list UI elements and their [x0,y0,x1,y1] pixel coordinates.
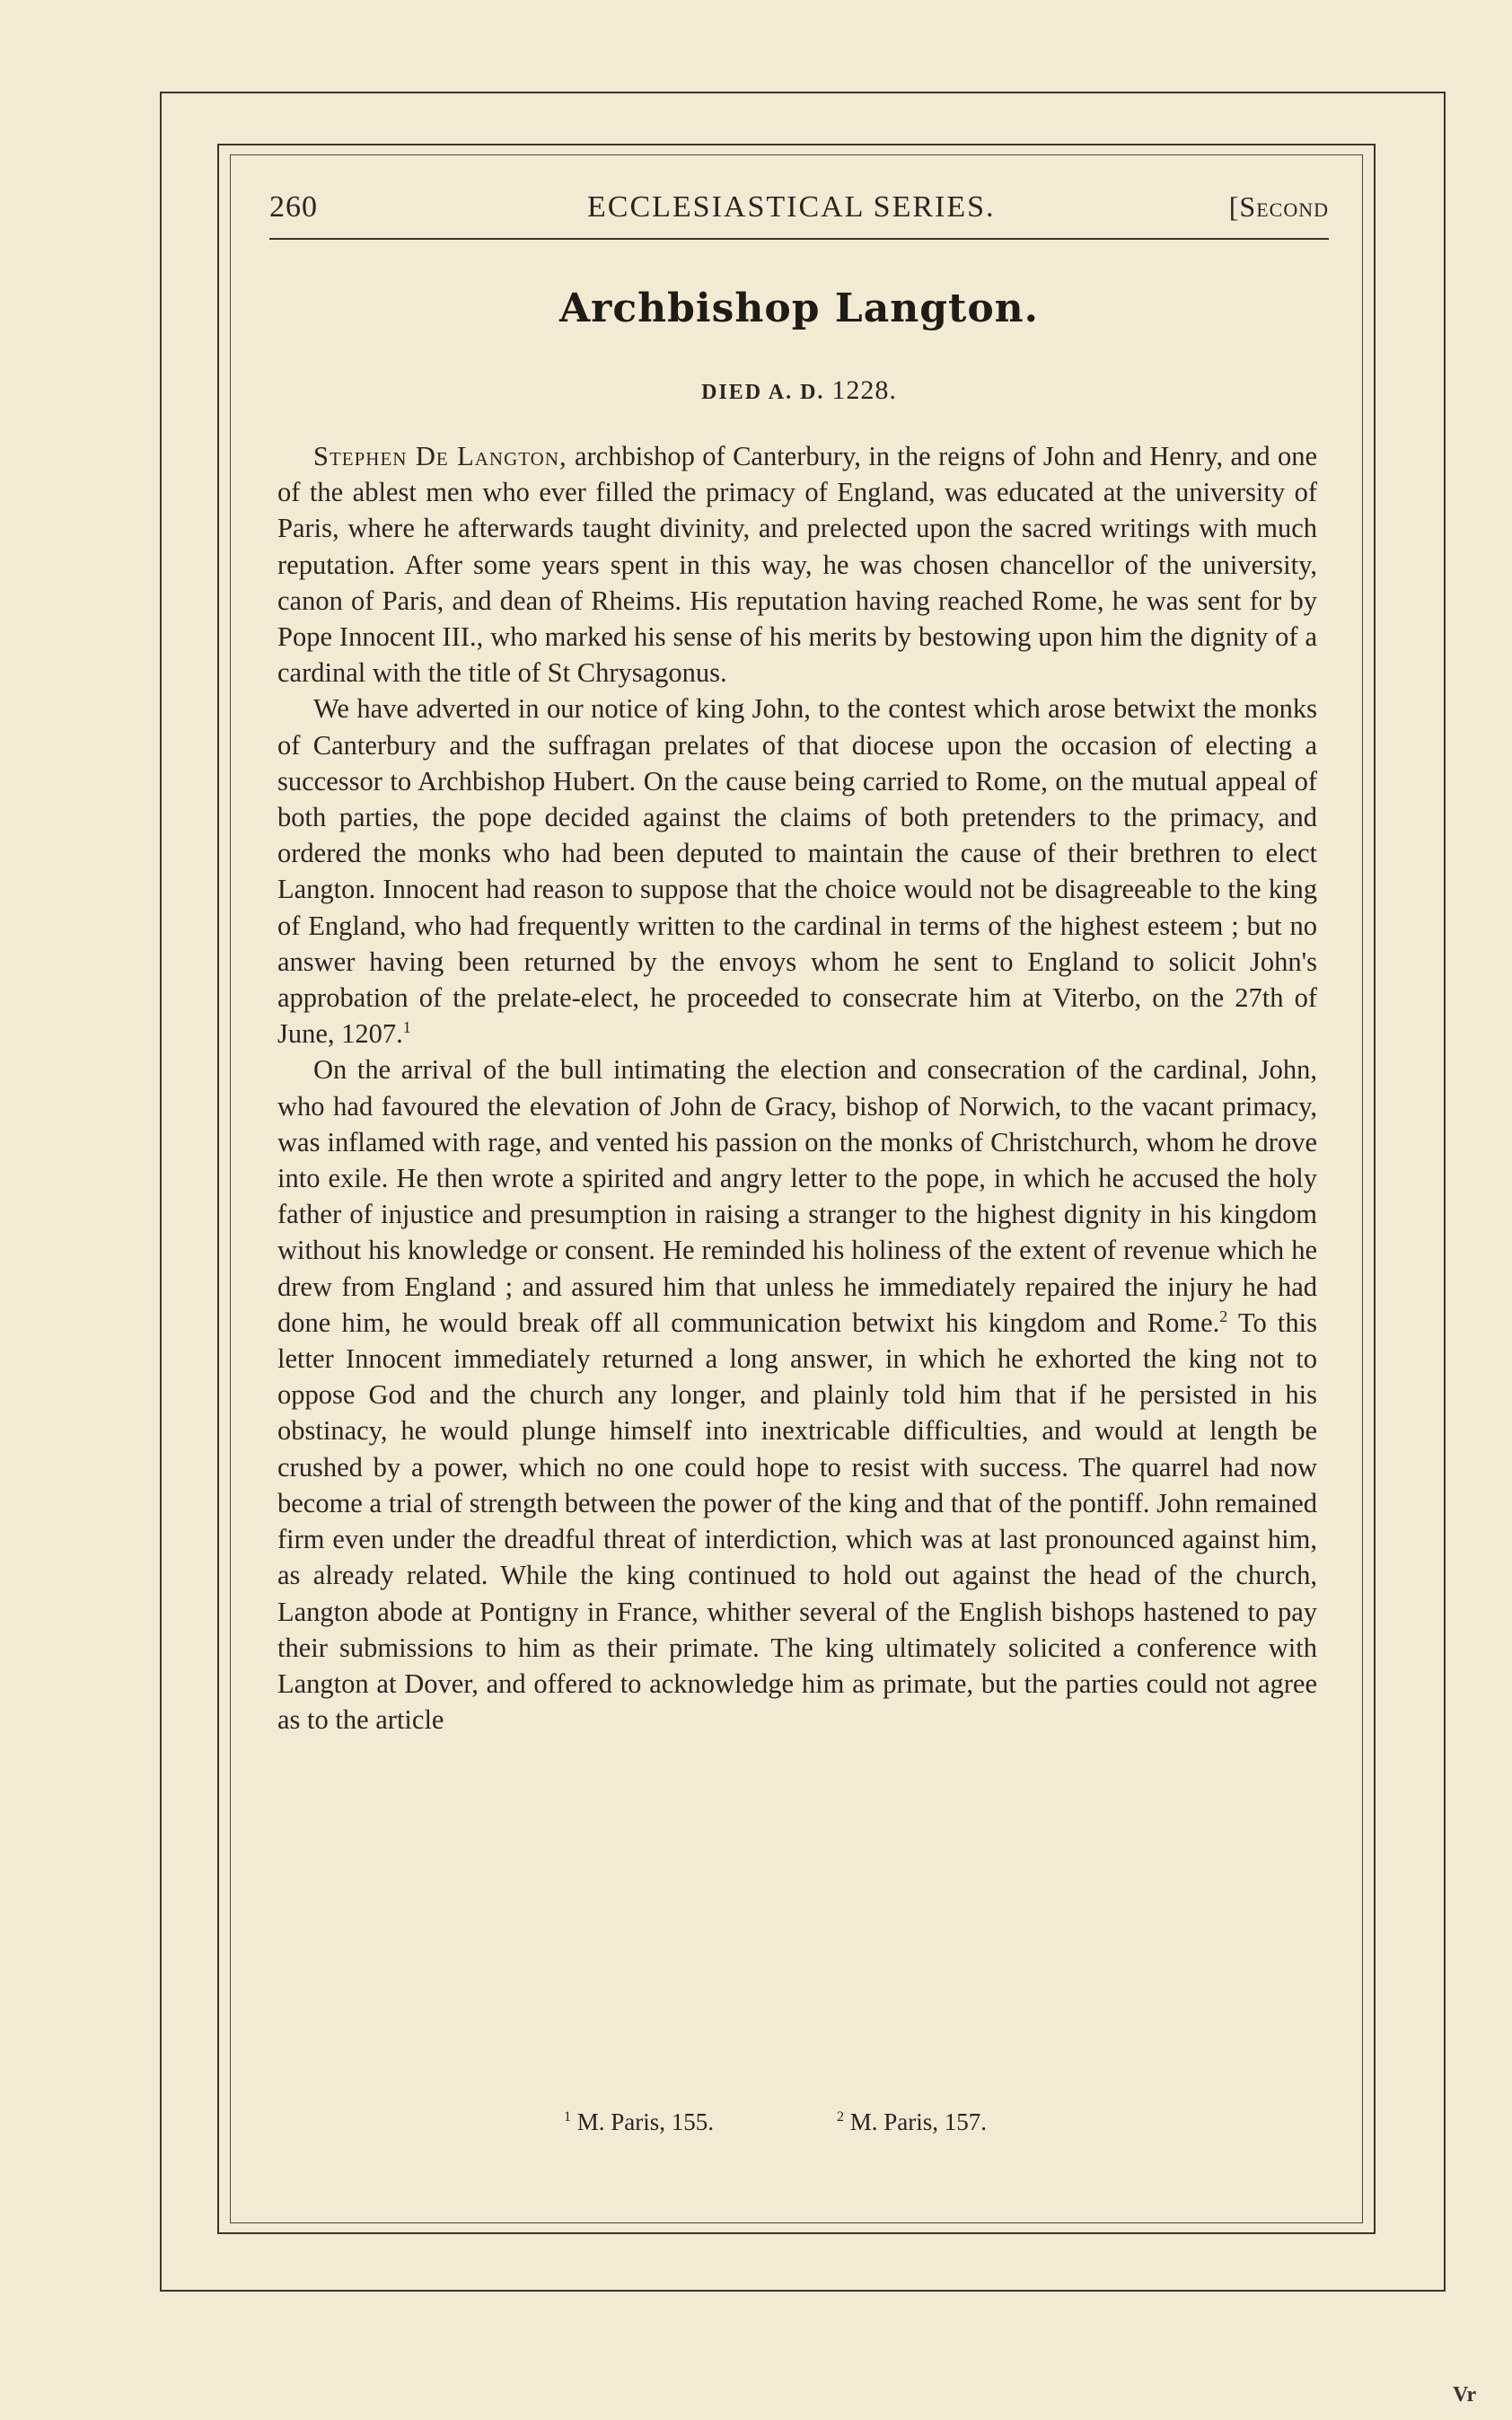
paragraph-1 [277,438,1317,691]
footnote-1-text: M. Paris, 155. [576,2108,715,2135]
death-date-prefix: DIED A. D. [701,381,825,404]
footnote-ref-1: 1 [402,1018,411,1037]
footnote-1 [564,2108,714,2136]
paragraph-3-text-b: To this letter Innocent immediately returned a long answer, in which he exhorted the king not to oppose God and the church any longer, and plainly told him that if he persisted in his obstinacy, he would plunge himself into inextricable difficulties, and would at length be crushed by a power, which no one could hope to resist with success. The quarrel had now become a trial of strength between the power of the king and that of the pontiff. John remained firm even under the dreadful threat of interdiction, which was at last pronounced against him, as already related. While the king continued to hold out against the head of the church, Langton abode at Pontigny in France, whither several of the English bishops hastened to pay their submissions to him as their primate. The king ultimately solicited a conference with Langton at Dover, and offered to acknowledge him as primate, but the parties could not agree as to the article [277,1307,1317,1736]
paragraph-2-text: We have adverted in our notice of king John, to the contest which arose betwixt the monks of Canterbury and the suffragan prelates of that diocese upon the occasion of electing a successor to Archbishop Hubert. On the cause being carried to Rome, on the mutual appeal of both parties, the pope decided against the claims of both pretenders to the primacy, and ordered the monks who had been deputed to maintain the cause of their brethren to elect Langton. Innocent had reason to suppose that the choice would not be disagreeable to the king of England, who had frequently written to the cardinal in terms of the highest esteem ; but no answer having been returned by the envoys whom he sent to England to solicit John's approbation of the prelate-elect, he proceeded to consecrate him at Viterbo, on the 27th of June, 1207. [277,693,1317,1050]
death-date [269,375,1329,406]
footnote-ref-2: 2 [1219,1307,1228,1325]
header-rule [269,238,1329,240]
paragraph-3 [277,1052,1317,1738]
paragraph-2 [277,691,1317,1052]
subject-name: Stephen De Langton, [313,441,567,471]
footnote-1-mark: 1 [564,2109,571,2125]
footnote-2-text: M. Paris, 157. [849,2108,988,2135]
paragraph-3-text-a: On the arrival of the bull intimating the election and consecration of the cardinal, John, who had favoured the elevation of John de Gracy, bishop of Norwich, to the vacant primacy, was inflamed with rage, and vented his passion on the monks of Christchurch, whom he drove into exile. He then wrote a spirited and angry letter to the pope, in which he accused the holy father of injustice and presumption in raising a stranger to the highest dignity in his kingdom without his knowledge or consent. He reminded his holiness of the extent of revenue which he drew from England ; and assured him that unless he immediately repaired the injury he had done him, he would break off all communication betwixt his kingdom and Rome. [277,1054,1317,1338]
footnotes [269,2108,1329,2144]
article-title: Archbishop Langton. [559,286,1039,331]
page-number: 260 [269,190,318,224]
paragraph-1-text: archbishop of Canterbury, in the reigns of John and Henry, and one of the ablest men who ever filled the primacy of England, was educated at the university of Paris, where he afterwards taught divinity, and prelected upon the sacred writings with much reputation. After some years spent in this way, he was chosen chancellor of the university, canon of Paris, and dean of Rheims. His reputation having reached Rome, he was sent for by Pope Innocent III., who marked his sense of his merits by bestowing upon him the dignity of a cardinal with the title of St Chrysagonus. [277,441,1318,689]
footnote-2-mark: 2 [837,2109,844,2125]
running-head [269,190,1329,233]
corner-mark: Vr [1453,2383,1477,2407]
death-year: 1228. [831,375,897,405]
section-label: [Second [1228,190,1329,223]
article-body [277,438,1317,1738]
series-title: ECCLESIASTICAL SERIES. [587,190,996,224]
footnote-2 [837,2108,987,2136]
